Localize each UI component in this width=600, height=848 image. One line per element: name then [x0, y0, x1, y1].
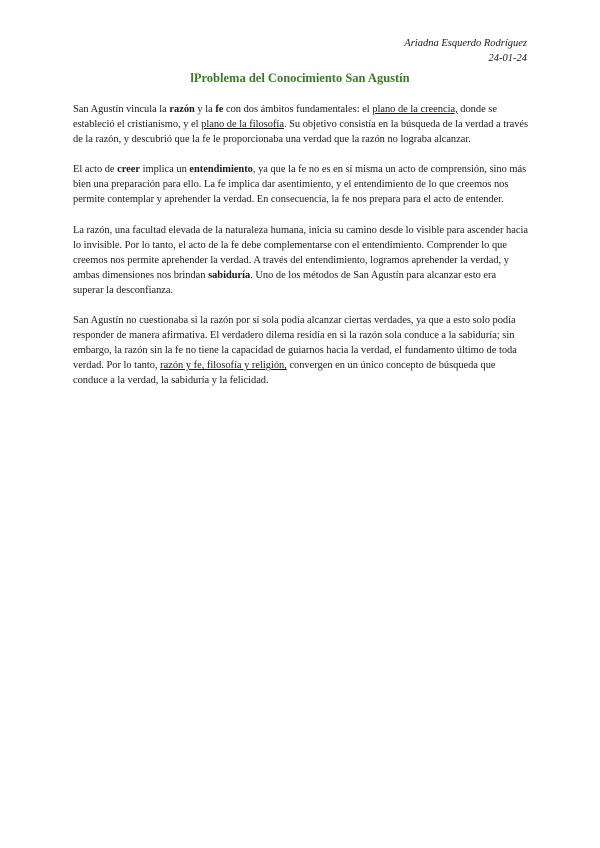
text-run: El acto de — [73, 164, 118, 176]
text-run: donde se estableció el cristianismo, y el — [73, 104, 497, 131]
document-title: lProblema del Conocimiento San Agustín — [190, 71, 410, 85]
text-run: y la — [194, 104, 216, 115]
paragraph-1 — [73, 102, 529, 147]
text-run: San Agustín vincula la — [73, 104, 170, 115]
bold-term-creer: creer — [117, 164, 141, 176]
paragraph-2 — [73, 162, 529, 207]
author-name: Ariadna Esquerdo Rodríguez — [404, 38, 527, 49]
text-run: con dos ámbitos fundamentales: el — [223, 104, 373, 115]
text-run: convergen en un único concepto de búsqueda que conduce a la verdad, la sabiduría y la felicidad. — [73, 360, 496, 387]
text-run: San Agustín no cuestionaba si la razón por sí sola podía alcanzar ciertas verdades, ya que a esto solo podía responder de manera afirmativa. El verdadero dilema residía en si la razón sola conduce a la sabiduría; sin embargo, la razón sin la fe no tiene la capacidad de guiarnos hacia la verdad, el fundamento último de toda verdad. Por lo tanto, — [73, 315, 517, 372]
text-run: La razón, una facultad elevada de la naturaleza humana, inicia su camino desde lo visible para ascender hacia lo invisible. Por lo tanto, el acto de la fe debe complementarse con el entendimiento. Comprender lo que creemos nos permite aprehender la verdad. A través del entendimiento, logramos aprehender la verdad, y ambas dimensiones nos brindan — [73, 224, 528, 281]
text-run: , ya que la fe no es en sí misma un acto de comprensión, sino más bien una preparación para ello. La fe implica dar asentimiento, y el entendimiento de lo que creemos nos permite contemplar y aprehender la verdad. En consecuencia, la fe nos prepara para el acto de entender. — [73, 164, 527, 206]
document-header — [404, 36, 527, 66]
underlined-razon-fe: razón y fe, filosofía y religión, — [160, 360, 287, 372]
text-run: . Su objetivo consistía en la búsqueda de la verdad a través de la razón, y descubrió que la fe le proporcionaba una verdad que la razón no lograba alcanzar. — [73, 119, 529, 146]
document-body — [73, 102, 529, 404]
underlined-plano-creencia: plano de la creencia, — [372, 104, 458, 115]
text-run: implica un — [140, 164, 190, 176]
document-date: 24-01-24 — [488, 53, 527, 64]
bold-term-sabiduria: sabiduría — [208, 269, 251, 281]
text-run: . Uno de los métodos de San Agustín para alcanzar esto era superar la desconfianza. — [73, 269, 497, 296]
bold-term-fe: fe — [215, 104, 224, 115]
paragraph-3 — [73, 223, 529, 298]
bold-term-entendimiento: entendimiento — [189, 164, 253, 176]
paragraph-4 — [73, 313, 529, 388]
bold-term-razon: razón — [169, 104, 195, 115]
underlined-plano-filosofia: plano de la filosofía — [201, 119, 284, 131]
